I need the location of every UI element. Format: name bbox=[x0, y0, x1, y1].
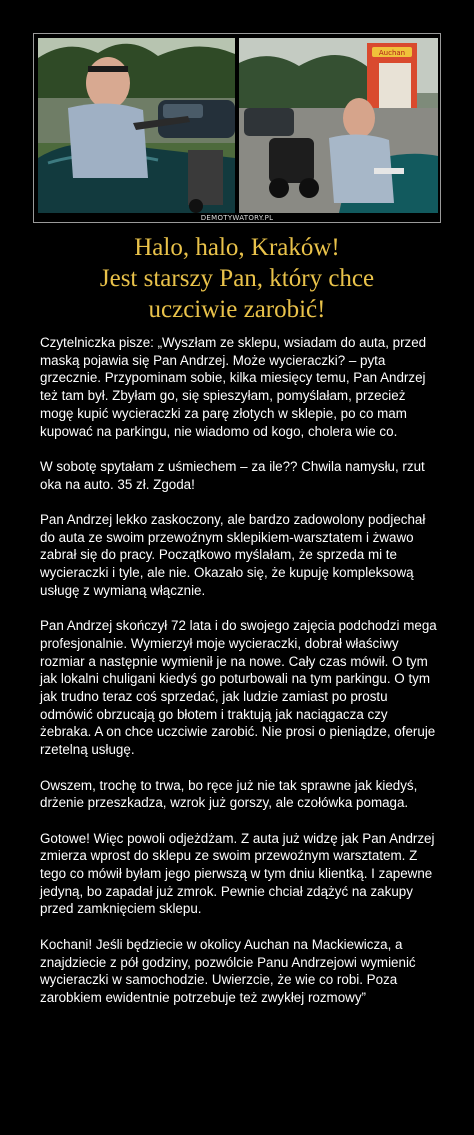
paragraph-7: Kochani! Jeśli będziecie w okolicy Auchan na Mackiewicza, a znajdziecie z pół godziny, pozwólcie Panu Andrzejowi wymienić wycieraczki w samochodzie. Uwierzcie, że wie co robi. Poza zarobkiem ewidentnie potrzebuje też zwykłej rozmowy” bbox=[40, 936, 416, 1005]
paragraph-4: Pan Andrzej skończył 72 lata i do swojego zajęcia podchodzi mega profesjonalnie. Wymierzył moje wycieraczki, dobrał właściwy rozmiar a następnie wymienił je na nowe. Cały czas mówił. O tym jak lokalni chuligani kiedyś go poturbowali na tym parkingu. O tym jak trudno teraz coś sprzedać, jak ludzie zamiast po prostu odmówić obrzucają go błotem i traktują jak naciągacza czy żebraka. A on chce uczciwie zarobić. Nie prosi o pieniądze, oferuje rzetelną usługę. bbox=[40, 618, 437, 758]
paragraph-6: Gotowe! Więc powoli odjeżdżam. Z auta już widzę jak Pan Andrzej zmierza wprost do sklepu ze swoim przewoźnym warsztatem. Z tego co mówił byłam jego pierwszą w tym dniu klientką. I zapewne jedyną, bo zapadał już zmrok. Pewnie chciał zdążyć na zakupy przed zamknięciem sklepu. bbox=[40, 830, 435, 917]
auchan-sign: Auchan bbox=[378, 49, 406, 57]
title-line-2: Jest starszy Pan, który chce bbox=[99, 265, 375, 292]
post-body bbox=[40, 334, 440, 1024]
paragraph-1: Czytelniczka pisze: „Wyszłam ze sklepu, wsiadam do auta, przed maską pojawia się Pan Andrzej. Może wycieraczki? – pyta grzecznie. Przypominam sobie, kilka miesięcy temu, Pan Andrzej też tam był. Zbyłam go, się spieszyłam, pomyślałam, przecież mogę kupić wycieraczki za parę złotych w sklepie, po co mam kupować na parkingu, nie wiadomo od kogo, cholera wie co. bbox=[40, 335, 427, 439]
old-man-with-cart-photo bbox=[239, 38, 438, 213]
paragraph-3: Pan Andrzej lekko zaskoczony, ale bardzo zadowolony podjechał do auta ze swoim przewoźnym sklepikiem-warsztatem i żwawo zabrał się do pracy. Początkowo myślałam, że sprzeda mi te wycieraczki i tyle, ale nie. Okazało się, że kupuję kompleksową usługę z wymianą włącznie. bbox=[40, 512, 426, 598]
paragraph-5: Owszem, trochę to trwa, bo ręce już nie tak sprawne jak kiedyś, drżenie przeszkadza, wzrok już gorszy, ale czołówka pomaga. bbox=[40, 777, 418, 811]
photo-frame bbox=[33, 33, 441, 223]
old-man-fixing-wipers-photo bbox=[38, 38, 235, 213]
paragraph-2: W sobotę spytałam z uśmiechem – za ile?? Chwila namysłu, rzut oka na auto. 35 zł. Zgoda! bbox=[40, 458, 425, 492]
title-line-1: Halo, halo, Kraków! bbox=[134, 234, 340, 261]
watermark: DEMOTYWATORY.PL bbox=[200, 214, 274, 222]
title-line-3: uczciwie zarobić! bbox=[148, 296, 326, 323]
post-title bbox=[0, 232, 474, 325]
